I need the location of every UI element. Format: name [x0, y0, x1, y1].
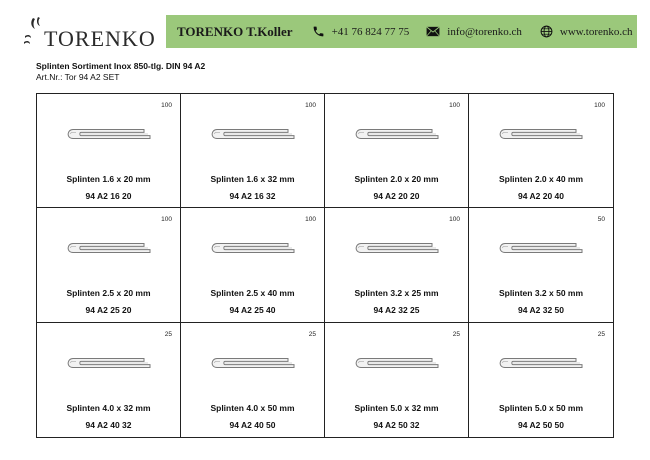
quantity-label: 100 — [161, 102, 172, 109]
product-name: Splinten 5.0 x 50 mm — [498, 402, 584, 413]
product-name: Splinten 1.6 x 32 mm — [210, 174, 295, 184]
cotter-pin-image — [64, 355, 154, 371]
product-code: 94 A2 16 20 — [85, 191, 132, 201]
email-address: info@torenko.ch — [447, 25, 522, 38]
product-cell — [469, 323, 613, 437]
product-cell — [181, 208, 325, 322]
quantity-label: 50 — [597, 216, 605, 224]
cotter-pin-image — [64, 240, 154, 256]
product-cell — [325, 94, 469, 208]
product-name: Splinten 2.0 x 40 mm — [498, 174, 584, 184]
article-number: Art.Nr.: Tor 94 A2 SET — [36, 72, 120, 82]
product-name: Splinten 3.2 x 25 mm — [354, 288, 439, 299]
product-name: Splinten 2.5 x 20 mm — [66, 288, 151, 299]
product-cell — [469, 94, 613, 208]
quantity-label: 100 — [161, 216, 172, 224]
cotter-pin-image — [496, 355, 586, 371]
cotter-pin-image — [352, 355, 442, 371]
product-name: Splinten 3.2 x 50 mm — [498, 288, 584, 299]
product-code: 94 A2 32 50 — [518, 305, 564, 316]
quantity-label: 100 — [449, 216, 460, 224]
globe-icon — [540, 25, 553, 38]
product-code: 94 A2 25 20 — [85, 305, 132, 316]
document-title: Splinten Sortiment Inox 850-tlg. DIN 94 A2 — [36, 61, 206, 71]
document-heading — [36, 61, 205, 83]
quantity-label: 25 — [308, 330, 316, 338]
quantity-label: 25 — [597, 330, 605, 338]
product-code: 94 A2 32 25 — [373, 305, 420, 316]
quantity-label: 100 — [594, 102, 605, 109]
quantity-label: 100 — [449, 102, 460, 109]
cotter-pin-image — [64, 126, 154, 142]
product-name: Splinten 4.0 x 50 mm — [210, 402, 295, 413]
phone-icon — [312, 25, 325, 38]
cotter-pin-image — [496, 126, 586, 142]
contact-banner — [166, 15, 637, 48]
product-code: 94 A2 50 50 — [518, 419, 564, 430]
product-cell — [325, 208, 469, 322]
product-name: Splinten 2.5 x 40 mm — [210, 288, 295, 299]
product-name: Splinten 1.6 x 20 mm — [66, 174, 151, 184]
product-grid — [36, 93, 614, 438]
phone-contact[interactable] — [312, 25, 410, 38]
quantity-label: 25 — [164, 330, 172, 338]
company-name: TORENKO T.Koller — [177, 23, 293, 39]
cotter-pin-image — [208, 355, 298, 371]
cotter-pin-image — [208, 240, 298, 256]
quantity-label: 25 — [452, 330, 460, 338]
product-code: 94 A2 25 40 — [229, 305, 276, 316]
torenko-logo — [22, 14, 162, 50]
hoof-logo-icon — [22, 14, 44, 50]
quantity-label: 100 — [305, 216, 316, 224]
phone-number: +41 76 824 77 75 — [331, 25, 410, 38]
product-cell — [37, 94, 181, 208]
product-cell — [37, 208, 181, 322]
cotter-pin-image — [496, 240, 586, 256]
product-cell — [181, 94, 325, 208]
product-cell — [325, 323, 469, 437]
logo-text: TORENKO — [44, 26, 156, 51]
cotter-pin-image — [352, 240, 442, 256]
product-code: 94 A2 40 32 — [85, 419, 132, 430]
product-code: 94 A2 16 32 — [229, 191, 276, 201]
product-code: 94 A2 20 20 — [373, 191, 420, 201]
product-name: Splinten 2.0 x 20 mm — [354, 174, 439, 184]
product-code: 94 A2 40 50 — [229, 419, 276, 430]
product-name: Splinten 4.0 x 32 mm — [66, 402, 151, 413]
product-code: 94 A2 20 40 — [518, 191, 564, 201]
quantity-label: 100 — [305, 102, 316, 109]
envelope-icon — [426, 26, 440, 37]
email-contact[interactable] — [426, 26, 522, 38]
website-url: www.torenko.ch — [559, 25, 633, 38]
product-name: Splinten 5.0 x 32 mm — [354, 402, 439, 413]
product-cell — [181, 323, 325, 437]
product-code: 94 A2 50 32 — [373, 419, 420, 430]
product-cell — [469, 208, 613, 322]
cotter-pin-image — [352, 126, 442, 142]
product-cell — [37, 323, 181, 437]
cotter-pin-image — [208, 126, 298, 142]
website-contact[interactable] — [540, 25, 633, 38]
